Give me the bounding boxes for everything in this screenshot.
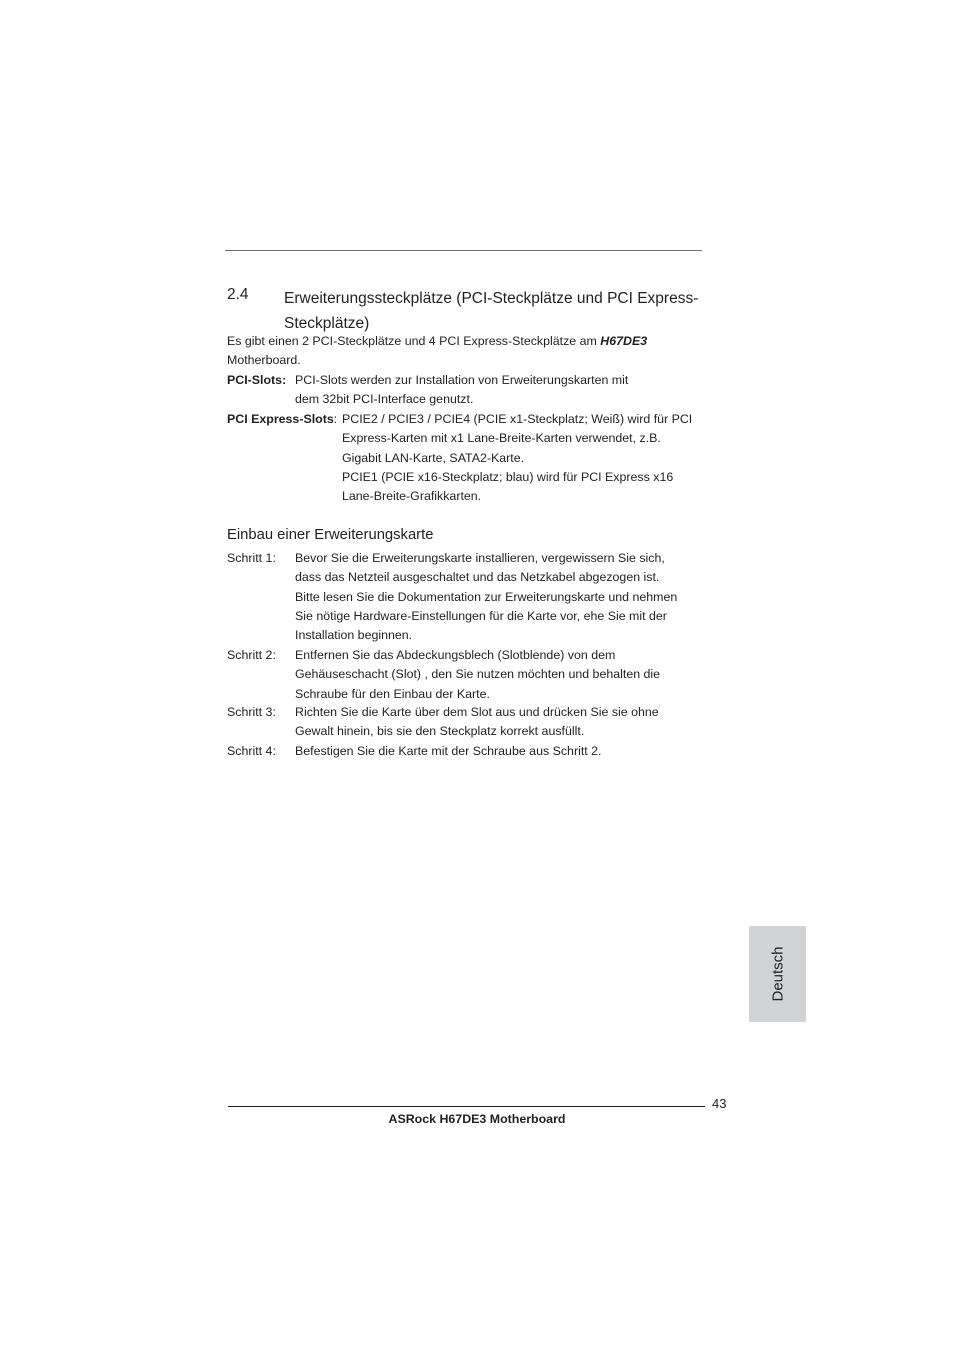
pcie-slots-line: PCIE2 / PCIE3 / PCIE4 (PCIE x1-Steckplatz; Weiß) wird für PCI (342, 412, 693, 426)
step-label: Schritt 2: (227, 648, 276, 662)
pcie-slots-line: Gigabit LAN-Karte, SATA2-Karte. (342, 450, 525, 465)
step-label: Schritt 1: (227, 551, 276, 565)
step-label: Schritt 4: (227, 744, 276, 758)
footer-text: ASRock H67DE3 Motherboard (388, 1112, 566, 1126)
step-line: Richten Sie die Karte über dem Slot aus und drücken Sie sie ohne (295, 705, 659, 719)
language-tab-label: Deutsch (769, 946, 786, 1002)
footer-divider (228, 1106, 705, 1107)
pcie-slots-label-group (227, 410, 337, 429)
pcie-slots-label: PCI Express-Slots (227, 412, 334, 426)
step-text (295, 742, 705, 761)
pci-slots-label: PCI-Slots: (227, 373, 287, 387)
intro-text: Es gibt einen 2 PCI-Steckplätze und 4 PCI Express-Steckplätze am (227, 334, 601, 348)
step-line: Entfernen Sie das Abdeckungsblech (Slotblende) von dem (295, 648, 616, 662)
section-title: Erweiterungssteckplätze (PCI-Steckplätze und PCI Express-Steckplätze) (284, 290, 699, 332)
pcie-slots-line: Express-Karten mit x1 Lane-Breite-Karten verwendet, z.B. (342, 431, 661, 446)
pci-slots-line: dem 32bit PCI-Interface genutzt. (295, 392, 474, 407)
pcie-slots-description (342, 410, 712, 506)
page-number: 43 (712, 1096, 727, 1111)
pcie-slots-line: Lane-Breite-Grafikkarten. (342, 489, 482, 504)
step-label: Schritt 3: (227, 705, 276, 719)
step-text (295, 549, 705, 645)
language-tab (749, 926, 806, 1022)
pcie-slots-line: PCIE1 (PCIE x16-Steckplatz; blau) wird für PCI Express x16 (342, 469, 674, 484)
install-title: Einbau einer Erweiterungskarte (227, 527, 434, 543)
step-line: Schraube für den Einbau der Karte. (295, 686, 490, 701)
pci-slots-line: PCI-Slots werden zur Installation von Erweiterungskarten mit (295, 373, 629, 387)
step-line: Befestigen Sie die Karte mit der Schraube aus Schritt 2. (295, 744, 602, 758)
step-line: Sie nötige Hardware-Einstellungen für die Karte vor, ehe Sie mit der (295, 608, 667, 623)
step-line: Gehäuseschacht (Slot) , den Sie nutzen möchten und behalten die (295, 667, 661, 682)
intro-text-end: Motherboard. (227, 353, 301, 368)
step-line: Installation beginnen. (295, 628, 413, 643)
pci-slots-description (295, 371, 705, 410)
step-line: Bitte lesen Sie die Dokumentation zur Erweiterungskarte und nehmen (295, 589, 678, 604)
section-number: 2.4 (227, 286, 249, 303)
step-text (295, 703, 705, 742)
top-divider (225, 250, 702, 251)
step-text (295, 646, 705, 704)
intro-model: H67DE3 (600, 334, 648, 348)
step-line: dass das Netzteil ausgeschaltet und das Netzkabel abgezogen ist. (295, 570, 660, 585)
pcie-slots-colon: : (333, 412, 338, 426)
step-line: Gewalt hinein, bis sie den Steckplatz korrekt ausfüllt. (295, 724, 585, 739)
step-line: Bevor Sie die Erweiterungskarte installieren, vergewissern Sie sich, (295, 551, 665, 565)
intro-paragraph (227, 332, 707, 371)
